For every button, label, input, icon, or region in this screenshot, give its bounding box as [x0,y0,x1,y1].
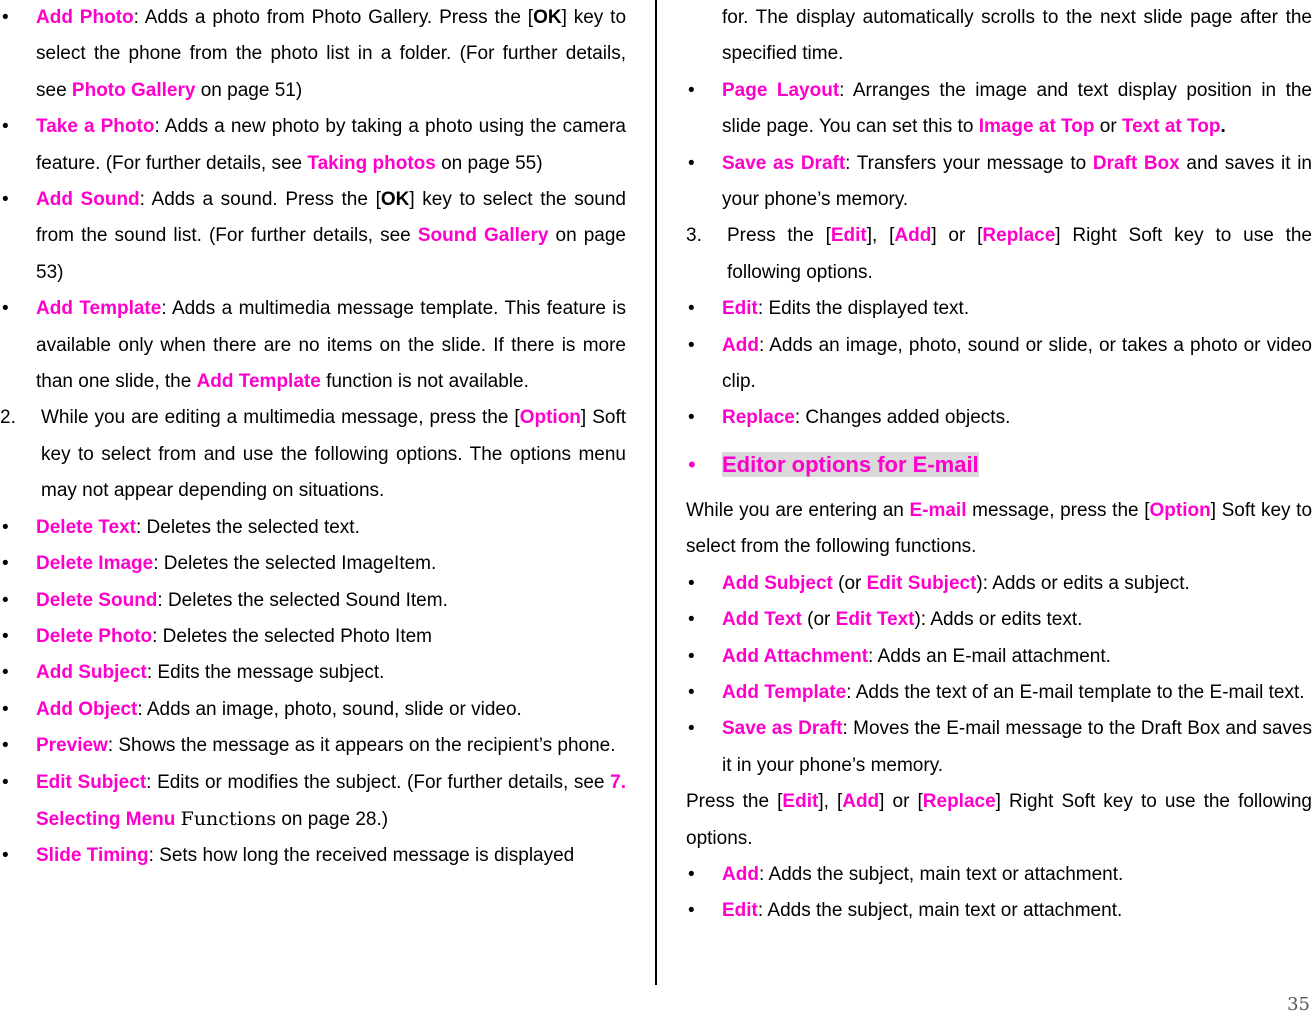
highlighted-term: Edit Subject [866,572,977,594]
text-run: function is not available. [320,371,529,393]
text-run: Press the [ [727,225,831,247]
bullet-icon: • [688,334,695,356]
bullet-icon: • [688,79,695,101]
text-run: : Adds an image, photo, sound or slide, or takes a photo or video clip. [722,334,1312,393]
text-run: (or [801,609,836,631]
bullet-icon: • [2,7,9,28]
highlighted-term: Add [842,791,880,813]
text-run: : Edits or modifies the subject. (For further details, see [146,771,611,793]
highlighted-term: Draft Box [1092,152,1180,174]
text-run: ] Right Soft key to use the following options. [727,225,1312,283]
highlighted-term: Slide Timing [36,845,149,867]
bullet-icon: • [688,152,695,174]
text-run: While you are entering an [686,499,910,521]
text-run: : Adds a multimedia message template. This feature is available only when there are no items on the slide. If there is more than one slide, the [36,298,627,393]
bullet-icon: • [688,900,695,922]
text-run: : Adds a new photo by taking a photo using the camera feature. (For further details, see [36,116,626,174]
paragraph [686,784,1312,857]
bullet-icon: • [2,771,9,793]
highlighted-term: Page Layout [722,79,840,101]
numbered-step [0,400,626,509]
list-item [686,711,1312,784]
list-item [686,602,1312,638]
text-run: . [1220,116,1226,138]
list-item [0,291,626,400]
text-run: ] or [ [931,225,983,247]
list-item [0,728,626,764]
left-column [0,0,626,875]
list-item [686,675,1312,711]
section-heading [686,447,1312,483]
column-divider [655,0,657,985]
text-run: on page 55) [435,152,543,174]
text-run: OK [533,7,562,28]
highlighted-term: Add [722,334,759,356]
bullet-icon: • [2,735,9,757]
text-run: (or [832,572,867,594]
highlighted-term: Replace [722,407,795,429]
text-run: and saves it in your phone’s memory. [722,152,1312,211]
highlighted-term: Edit [830,225,867,247]
text-run: ): Adds or edits a subject. [976,572,1190,594]
bullet-icon: • [688,863,695,885]
right-column [686,0,1312,930]
bullet-icon: • [688,298,695,320]
highlighted-term: Image at Top [978,116,1095,138]
text-run: : Adds an E-mail attachment. [868,645,1111,667]
text-run: : Moves the E-mail message to the Draft Box and saves it in your phone’s memory. [722,718,1312,776]
text-run: : Adds a sound. Press the [ [139,189,381,211]
list-item [686,328,1312,401]
text-run: : Edits the displayed text. [757,298,970,320]
list-item [686,73,1312,146]
highlighted-term: Save as Draft [722,718,843,740]
bullet-icon: • [2,589,9,611]
text-run: : Adds a photo from Photo Gallery. Press the [ [133,7,534,28]
bullet-icon: • [688,645,695,667]
text-run: : Adds the subject, main text or attachment. [757,900,1123,922]
text-run: : Deletes the selected text. [135,516,360,538]
highlighted-term: Photo Gallery [71,79,196,101]
text-run: : Deletes the selected Photo Item [152,625,433,647]
bullet-icon: • [2,189,9,211]
bullet-icon: • [688,407,695,429]
highlighted-term: Add [894,225,932,247]
highlighted-term: Add Subject [722,572,833,594]
step-number: 2. [0,407,16,429]
text-run: : Deletes the selected ImageItem. [153,553,437,575]
text-run: ): Adds or edits text. [914,609,1083,631]
highlighted-term: 7. Selecting Menu [36,771,626,830]
list-item [0,583,626,619]
text-run: or [1094,116,1122,138]
list-item [686,893,1312,929]
section-heading-text: Editor options for E-mail [722,451,979,477]
page-number: 35 [1287,994,1310,1015]
text-run: OK [380,189,410,211]
highlighted-term: Edit Text [835,609,915,631]
highlighted-term: Add Text [722,609,802,631]
text-run: ] or [ [879,791,923,813]
text-run: While you are editing a multimedia message, press the [ [41,407,520,429]
bullet-icon: • [688,572,695,594]
list-item [0,619,626,655]
bullet-icon: • [688,609,695,631]
text-run: ] Soft key to select from and use the following options. The options menu may not appear depending on situations. [41,407,626,502]
highlighted-term: Sound Gallery [417,225,549,247]
highlighted-term: Add Subject [36,662,147,684]
text-run: : Sets how long the received message is displayed [148,845,575,867]
text-run: : Adds an image, photo, sound, slide or video. [137,698,522,720]
text-run: ], [ [866,225,895,247]
text-run: for. The display automatically scrolls to the next slide page after the specified time. [722,7,1312,65]
paragraph [686,493,1312,566]
list-item [0,655,626,691]
list-item [686,857,1312,893]
text-run: on page 51) [195,79,303,101]
highlighted-term: Taking photos [307,152,436,174]
text-run: on page 53) [36,225,626,283]
highlighted-term: Replace [922,791,996,813]
text-run: : Arranges the image and text display position in the slide page. You can set this to [722,79,1312,138]
bullet-icon: • [2,662,9,684]
list-item [686,400,1312,436]
highlighted-term: Add Object [36,698,138,720]
highlighted-term: E-mail [909,499,967,521]
highlighted-term: Replace [982,225,1056,247]
highlighted-term: Add Template [36,298,162,320]
text-run: ], [ [818,791,843,813]
text-run: ] key to select the sound from the sound list. (For further details, see [36,189,627,247]
highlighted-term: Add Template [722,681,847,703]
text-run: Functions [180,807,277,830]
highlighted-term: Add Attachment [722,645,869,667]
bullet-icon: • [688,681,695,703]
list-item [686,639,1312,675]
highlighted-term: Text at Top [1121,116,1221,138]
text-run: : Changes added objects. [794,407,1011,429]
list-item [0,692,626,728]
highlighted-term: Preview [36,735,108,757]
list-item [0,765,626,839]
highlighted-term: Take a Photo [36,116,155,138]
bullet-icon: • [688,718,695,740]
highlighted-term: Delete Text [36,516,136,538]
highlighted-term: Add Sound [36,189,140,211]
bullet-icon: • [2,553,9,575]
highlighted-term: Delete Photo [36,625,153,647]
list-item [0,0,626,109]
text-run: : Deletes the selected Sound Item. [157,589,448,611]
text-run: : Transfers your message to [845,152,1093,174]
list-item [686,146,1312,219]
highlighted-term: Delete Sound [36,589,158,611]
text-run: : Edits the message subject. [146,662,385,684]
text-run: : Adds the text of an E-mail template to the E-mail text. [846,681,1305,703]
text-run: Press the [ [686,791,783,813]
text-run: ] Right Soft key to use the following options. [686,791,1312,849]
list-item [686,291,1312,327]
text-run: : Adds the subject, main text or attachment. [758,863,1124,885]
list-item [0,546,626,582]
bullet-icon: • [2,625,9,647]
bullet-icon: • [2,698,9,720]
highlighted-term: Edit Subject [36,771,147,793]
highlighted-term: Edit [782,791,819,813]
highlighted-term: Option [519,407,581,429]
text-run: ] Soft key to select from the following functions. [686,499,1312,558]
list-item [0,182,626,291]
text-run: ] key to select the phone from the photo list in a folder. (For further details, see [36,7,627,101]
highlighted-term: Add Photo [36,7,134,28]
text-run: on page 28.) [276,808,389,830]
bullet-icon: • [2,298,9,320]
bullet-icon: • [2,116,9,138]
paragraph [686,0,1312,73]
text-run: message, press the [ [966,499,1150,521]
list-item [0,510,626,546]
highlighted-term: Delete Image [36,553,154,575]
step-number: 3. [686,225,702,247]
highlighted-term: Add [722,863,759,885]
bullet-icon: • [2,845,9,867]
highlighted-term: Option [1149,499,1211,521]
list-item [0,109,626,182]
list-item [0,838,626,874]
highlighted-term: Edit [722,298,758,320]
bullet-icon: • [2,516,9,538]
highlighted-term: Edit [722,900,758,922]
text-run: : Shows the message as it appears on the recipient’s phone. [107,735,616,757]
bullet-icon: • [688,451,696,477]
highlighted-term: Save as Draft [722,152,846,174]
highlighted-term: Add Template [196,371,321,393]
list-item [686,566,1312,602]
numbered-step [686,218,1312,291]
